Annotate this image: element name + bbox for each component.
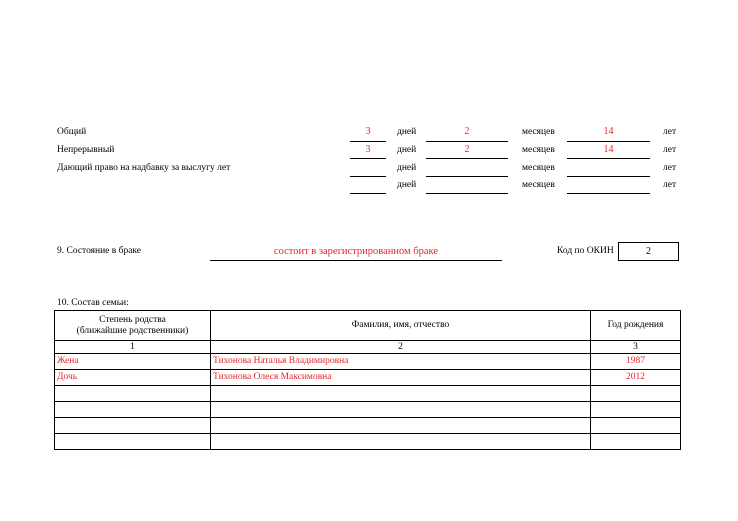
- unit-years: лет: [663, 163, 677, 173]
- year-cell: 1987: [591, 354, 681, 370]
- underline: [567, 141, 650, 142]
- service-continuous-days: 3: [365, 144, 371, 155]
- unit-months: месяцев: [522, 163, 555, 173]
- table-row: [55, 418, 681, 434]
- year-cell: [591, 434, 681, 450]
- year-cell: [591, 386, 681, 402]
- unit-days: дней: [397, 145, 417, 155]
- column-number-row: [55, 341, 681, 354]
- marital-status-label: 9. Состояние в браке: [57, 246, 142, 256]
- name-cell: Тихонова Наталья Владимировна: [211, 354, 591, 370]
- table-header-row: [55, 311, 681, 341]
- underline: [350, 158, 386, 159]
- service-total-months: 2: [464, 126, 470, 137]
- table-row: [55, 370, 681, 386]
- underline: [350, 193, 386, 194]
- relation-cell: [55, 402, 211, 418]
- year-cell: [591, 418, 681, 434]
- underline: [426, 193, 508, 194]
- name-cell: [211, 434, 591, 450]
- underline: [210, 260, 502, 261]
- table-row: [55, 386, 681, 402]
- service-total-days: 3: [365, 126, 371, 137]
- underline: [350, 141, 386, 142]
- underline: [426, 158, 508, 159]
- service-continuous-months: 2: [464, 144, 470, 155]
- column-number: 3: [591, 341, 681, 354]
- underline: [567, 158, 650, 159]
- relation-cell: [55, 434, 211, 450]
- table-row: [55, 402, 681, 418]
- family-table: [54, 310, 681, 450]
- service-total-years: 14: [603, 126, 614, 137]
- service-continuous-label: Непрерывный: [57, 145, 115, 155]
- underline: [350, 176, 386, 177]
- underline: [567, 176, 650, 177]
- okin-code-box: 2: [618, 242, 679, 261]
- unit-months: месяцев: [522, 180, 555, 190]
- unit-years: лет: [663, 180, 677, 190]
- column-number: 2: [211, 341, 591, 354]
- underline: [426, 141, 508, 142]
- column-number: 1: [55, 341, 211, 354]
- name-cell: [211, 386, 591, 402]
- header-birth-year: Год рождения: [591, 311, 681, 341]
- relation-cell: Жена: [55, 354, 211, 370]
- service-total-label: Общий: [57, 127, 87, 137]
- unit-days: дней: [397, 163, 417, 173]
- family-title: 10. Состав семьи:: [57, 298, 129, 308]
- table-row: [55, 434, 681, 450]
- year-cell: [591, 402, 681, 418]
- name-cell: [211, 402, 591, 418]
- underline: [567, 193, 650, 194]
- table-row: [55, 354, 681, 370]
- service-continuous-years: 14: [603, 144, 614, 155]
- year-cell: 2012: [591, 370, 681, 386]
- underline: [426, 176, 508, 177]
- relation-cell: [55, 386, 211, 402]
- relation-cell: [55, 418, 211, 434]
- name-cell: [211, 418, 591, 434]
- unit-months: месяцев: [522, 145, 555, 155]
- relation-cell: Дочь: [55, 370, 211, 386]
- unit-days: дней: [397, 127, 417, 137]
- marital-status-value: состоит в зарегистрированном браке: [273, 246, 439, 257]
- header-relation: Степень родства (ближайшие родственники): [55, 311, 211, 341]
- unit-years: лет: [663, 127, 677, 137]
- unit-days: дней: [397, 180, 417, 190]
- unit-months: месяцев: [522, 127, 555, 137]
- header-full-name: Фамилия, имя, отчество: [211, 311, 591, 341]
- name-cell: Тихонова Олеся Максимовна: [211, 370, 591, 386]
- service-bonus-label: Дающий право на надбавку за выслугу лет: [57, 163, 231, 173]
- okin-code-label: Код по ОКИН: [557, 246, 614, 256]
- unit-years: лет: [663, 145, 677, 155]
